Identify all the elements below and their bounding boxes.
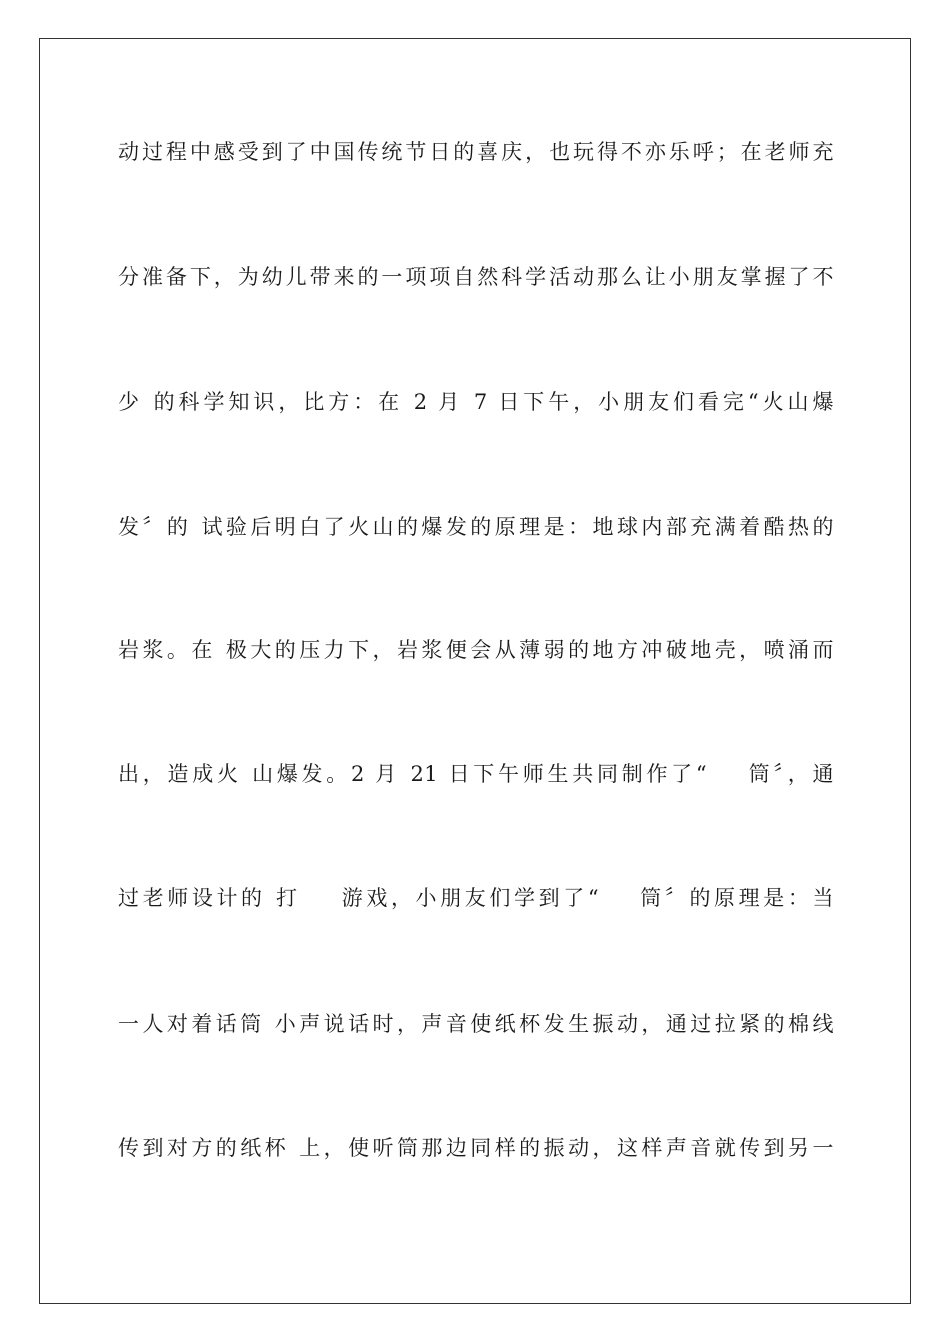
text-line-3: 少 的科学知识，比方：在 2 月 7 日下午，小朋友们看完“火山爆: [118, 390, 834, 414]
page-border: [39, 38, 911, 1304]
text-line-8: 一人对着话筒 小声说话时，声音使纸杯发生振动，通过拉紧的棉线: [118, 1012, 834, 1036]
text-line-2: 分准备下，为幼儿带来的一项项自然科学活动那么让小朋友掌握了不: [118, 265, 834, 289]
text-line-7: 过老师设计的 打 游戏，小朋友们学到了“ 筒〞的原理是：当: [118, 886, 834, 910]
text-line-1: 动过程中感受到了中国传统节日的喜庆，也玩得不亦乐呼；在老师充: [118, 140, 834, 164]
text-line-4: 发〞的 试验后明白了火山的爆发的原理是：地球内部充满着酷热的: [118, 515, 834, 539]
text-line-9: 传到对方的纸杯 上，使听筒那边同样的振动，这样声音就传到另一: [118, 1136, 834, 1160]
text-line-5: 岩浆。在 极大的压力下，岩浆便会从薄弱的地方冲破地壳，喷涌而: [118, 638, 834, 662]
text-line-6: 出，造成火 山爆发。2 月 21 日下午师生共同制作了“ 筒〞，通: [118, 762, 834, 786]
